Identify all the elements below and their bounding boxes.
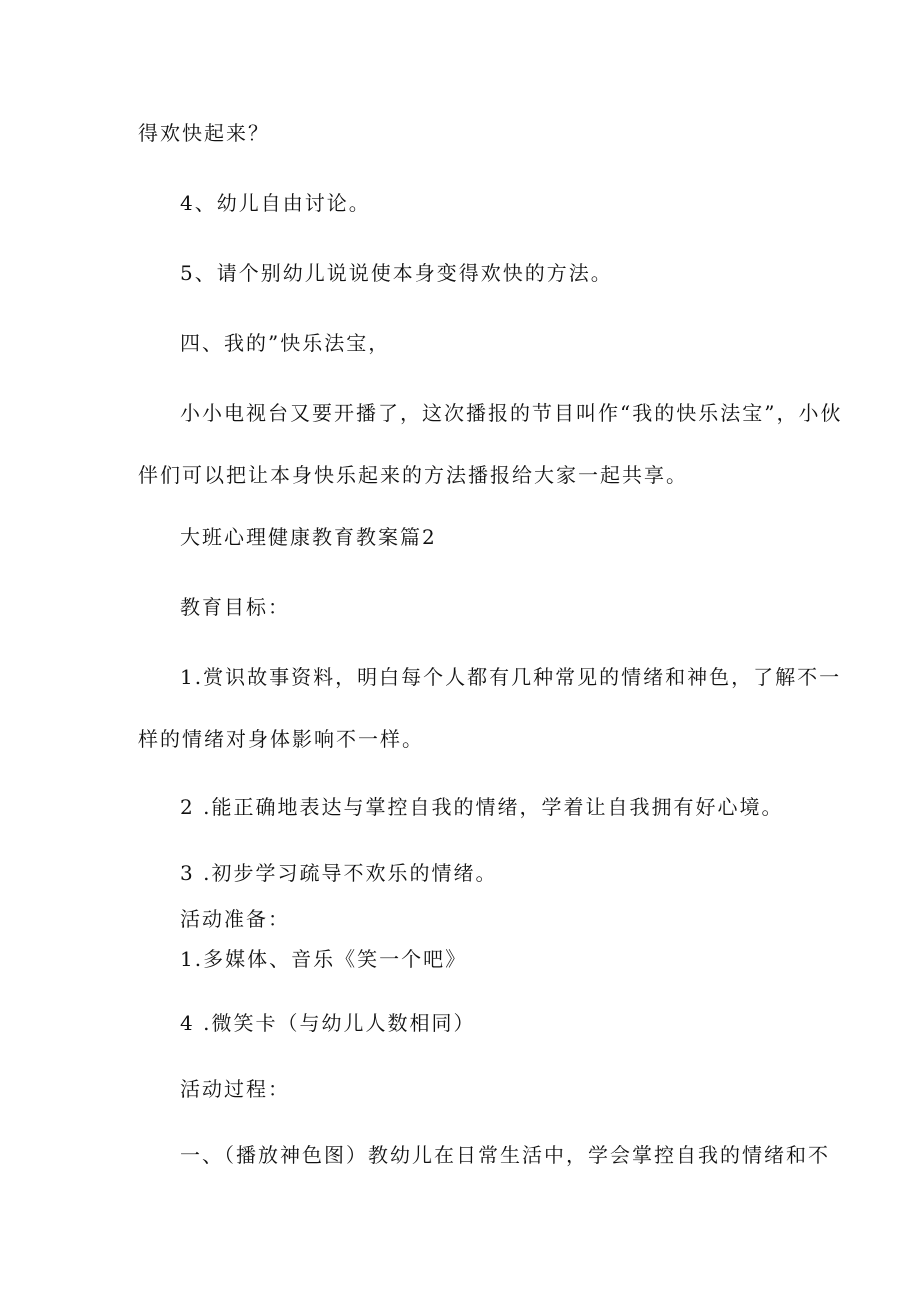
section-heading: 教育目标： — [180, 595, 290, 619]
list-item: 5、请个别幼儿说说使本身变得欢快的方法。 — [180, 261, 613, 285]
paragraph-line: 伴们可以把让本身快乐起来的方法播报给大家一起共享。 — [138, 463, 688, 487]
section-heading: 活动过程： — [180, 1077, 290, 1101]
goal-item: 2 .能正确地表达与掌控自我的情绪，学着让自我拥有好心境。 — [180, 795, 784, 819]
process-item: 一、（播放神色图）教幼儿在日常生活中，学会掌控自我的情绪和不 — [180, 1143, 830, 1167]
goal-item: 1.赏识故事资料，明白每个人都有几种常见的情绪和神色，了解不一 — [180, 665, 842, 689]
section-heading: 四、我的”快乐法宝， — [180, 331, 391, 355]
goal-item: 3 .初步学习疏导不欢乐的情绪。 — [180, 861, 498, 885]
preparation-item: 1.多媒体、音乐《笑一个吧》 — [180, 947, 468, 971]
list-item: 4、幼儿自由讨论。 — [180, 191, 371, 215]
section-heading: 活动准备： — [180, 907, 290, 931]
paragraph-line: 小小电视台又要开播了，这次播报的节目叫作“我的快乐法宝”，小伙 — [180, 401, 843, 425]
goal-item: 样的情绪对身体影响不一样。 — [138, 727, 424, 751]
lesson-title: 大班心理健康教育教案篇2 — [180, 525, 437, 549]
preparation-item: 4 .微笑卡（与幼儿人数相同） — [180, 1011, 476, 1035]
text-line: 得欢快起来？ — [138, 121, 270, 145]
